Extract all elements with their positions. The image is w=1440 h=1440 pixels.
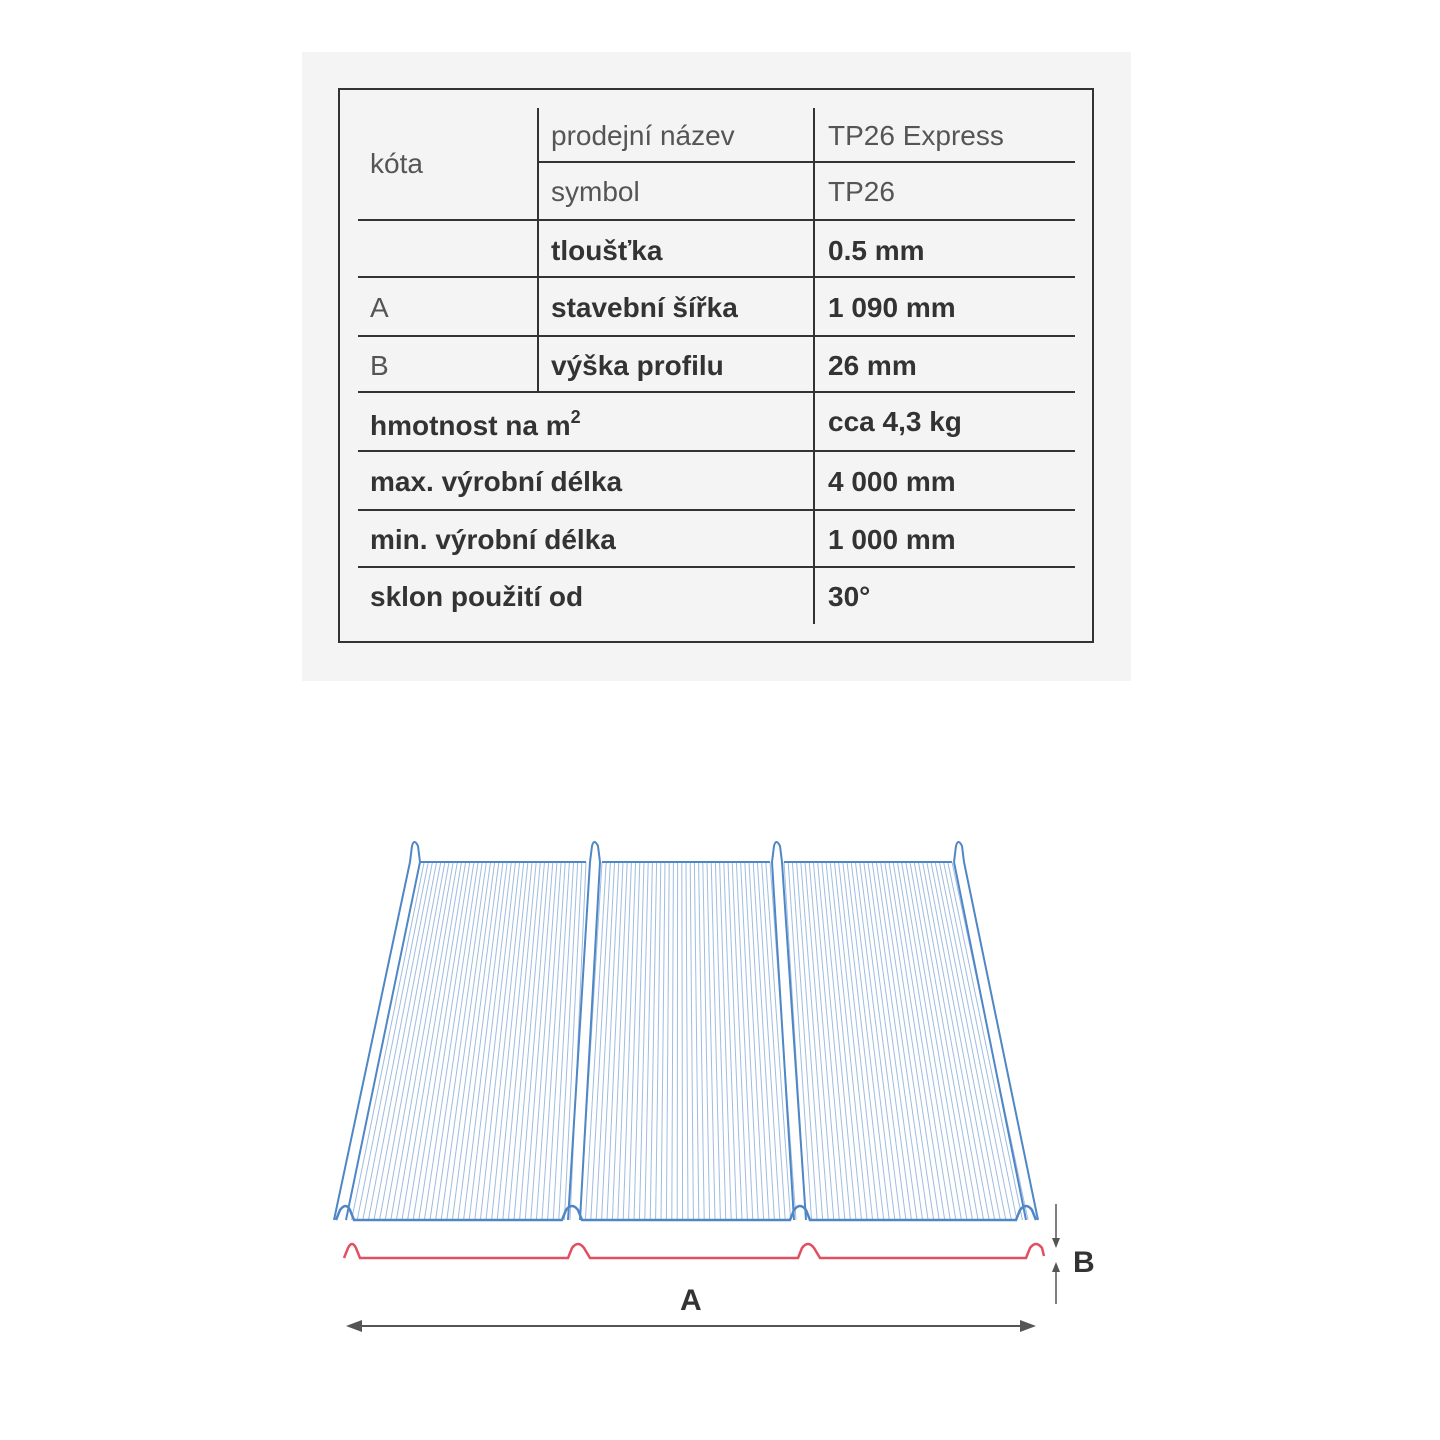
row-name-min-length: min. výrobní délka bbox=[370, 524, 616, 555]
row-value-build-width: 1 090 mm bbox=[828, 292, 956, 323]
rib-line bbox=[402, 862, 462, 1220]
rib-line bbox=[753, 862, 774, 1220]
rib-line bbox=[503, 862, 536, 1220]
rib-line bbox=[666, 862, 669, 1220]
rib-line bbox=[661, 862, 665, 1220]
rib-line bbox=[352, 862, 425, 1220]
row-value-min-length: 1 000 mm bbox=[828, 524, 956, 555]
rib-line bbox=[385, 862, 449, 1220]
rib-line bbox=[897, 862, 955, 1220]
row-name-build-width: stavební šířka bbox=[551, 292, 738, 323]
rib-line bbox=[918, 862, 983, 1220]
rib-line bbox=[634, 862, 644, 1220]
standing-seam bbox=[954, 842, 1038, 1220]
weight-sup: 2 bbox=[570, 407, 581, 427]
row-name-max-length: max. výrobní délka bbox=[370, 466, 623, 497]
row-value-sales-name: TP26 Express bbox=[828, 120, 1004, 151]
rib-line bbox=[690, 862, 693, 1220]
row-value-thickness: 0.5 mm bbox=[828, 235, 925, 266]
rib-line bbox=[741, 862, 759, 1220]
rib-line bbox=[408, 862, 466, 1220]
rib-line bbox=[447, 862, 495, 1220]
rib-line bbox=[923, 862, 990, 1220]
rib-line bbox=[480, 862, 519, 1220]
row-value-slope: 30° bbox=[828, 581, 871, 612]
rib-line bbox=[672, 862, 674, 1220]
rib-line bbox=[602, 862, 619, 1220]
arrow-up-icon bbox=[1052, 1262, 1060, 1272]
kota-header: kóta bbox=[370, 148, 423, 179]
profile-cross-section bbox=[344, 1244, 1044, 1258]
rib-line bbox=[715, 862, 725, 1220]
arrow-right-icon bbox=[1020, 1320, 1036, 1332]
rib-line bbox=[694, 862, 698, 1220]
rib-line bbox=[826, 862, 862, 1220]
row-value-symbol: TP26 bbox=[828, 176, 895, 207]
rib-line bbox=[927, 862, 995, 1220]
dimension-b-label: B bbox=[1073, 1246, 1095, 1279]
rib-line bbox=[656, 862, 661, 1220]
row-value-weight: cca 4,3 kg bbox=[828, 406, 962, 437]
row-name-symbol: symbol bbox=[551, 176, 640, 207]
rib-line bbox=[948, 862, 1023, 1220]
rib-line bbox=[585, 862, 606, 1220]
rib-line bbox=[357, 862, 428, 1220]
sheet-ribbing bbox=[346, 862, 1028, 1220]
row-name-thickness: tloušťka bbox=[551, 235, 663, 266]
rib-line bbox=[380, 862, 445, 1220]
standing-seam bbox=[334, 842, 420, 1220]
row-kota-a: A bbox=[370, 292, 389, 323]
row-value-profile-height: 26 mm bbox=[828, 350, 917, 381]
weight-label: hmotnost na m bbox=[370, 410, 571, 441]
rib-line bbox=[818, 862, 851, 1220]
row-value-max-length: 4 000 mm bbox=[828, 466, 956, 497]
rib-line bbox=[839, 862, 879, 1220]
dimension-a-label: A bbox=[680, 1284, 702, 1317]
rib-line bbox=[548, 862, 570, 1220]
rib-line bbox=[711, 862, 720, 1220]
rib-line bbox=[736, 862, 752, 1220]
row-name-profile-height: výška profilu bbox=[551, 350, 724, 381]
rib-line bbox=[682, 862, 683, 1220]
rib-line bbox=[497, 862, 532, 1220]
row-name-sales-name: prodejní název bbox=[551, 120, 735, 151]
rib-line bbox=[430, 862, 482, 1220]
rib-line bbox=[944, 862, 1017, 1220]
rib-line bbox=[822, 862, 856, 1220]
rib-line bbox=[749, 862, 769, 1220]
rib-line bbox=[686, 862, 688, 1220]
rib-line bbox=[639, 862, 648, 1220]
rib-line bbox=[591, 862, 611, 1220]
arrow-left-icon bbox=[346, 1320, 362, 1332]
row-kota-b: B bbox=[370, 350, 389, 381]
rib-line bbox=[864, 862, 912, 1220]
row-name-slope: sklon použití od bbox=[370, 581, 584, 612]
arrow-down-icon bbox=[1052, 1238, 1060, 1248]
